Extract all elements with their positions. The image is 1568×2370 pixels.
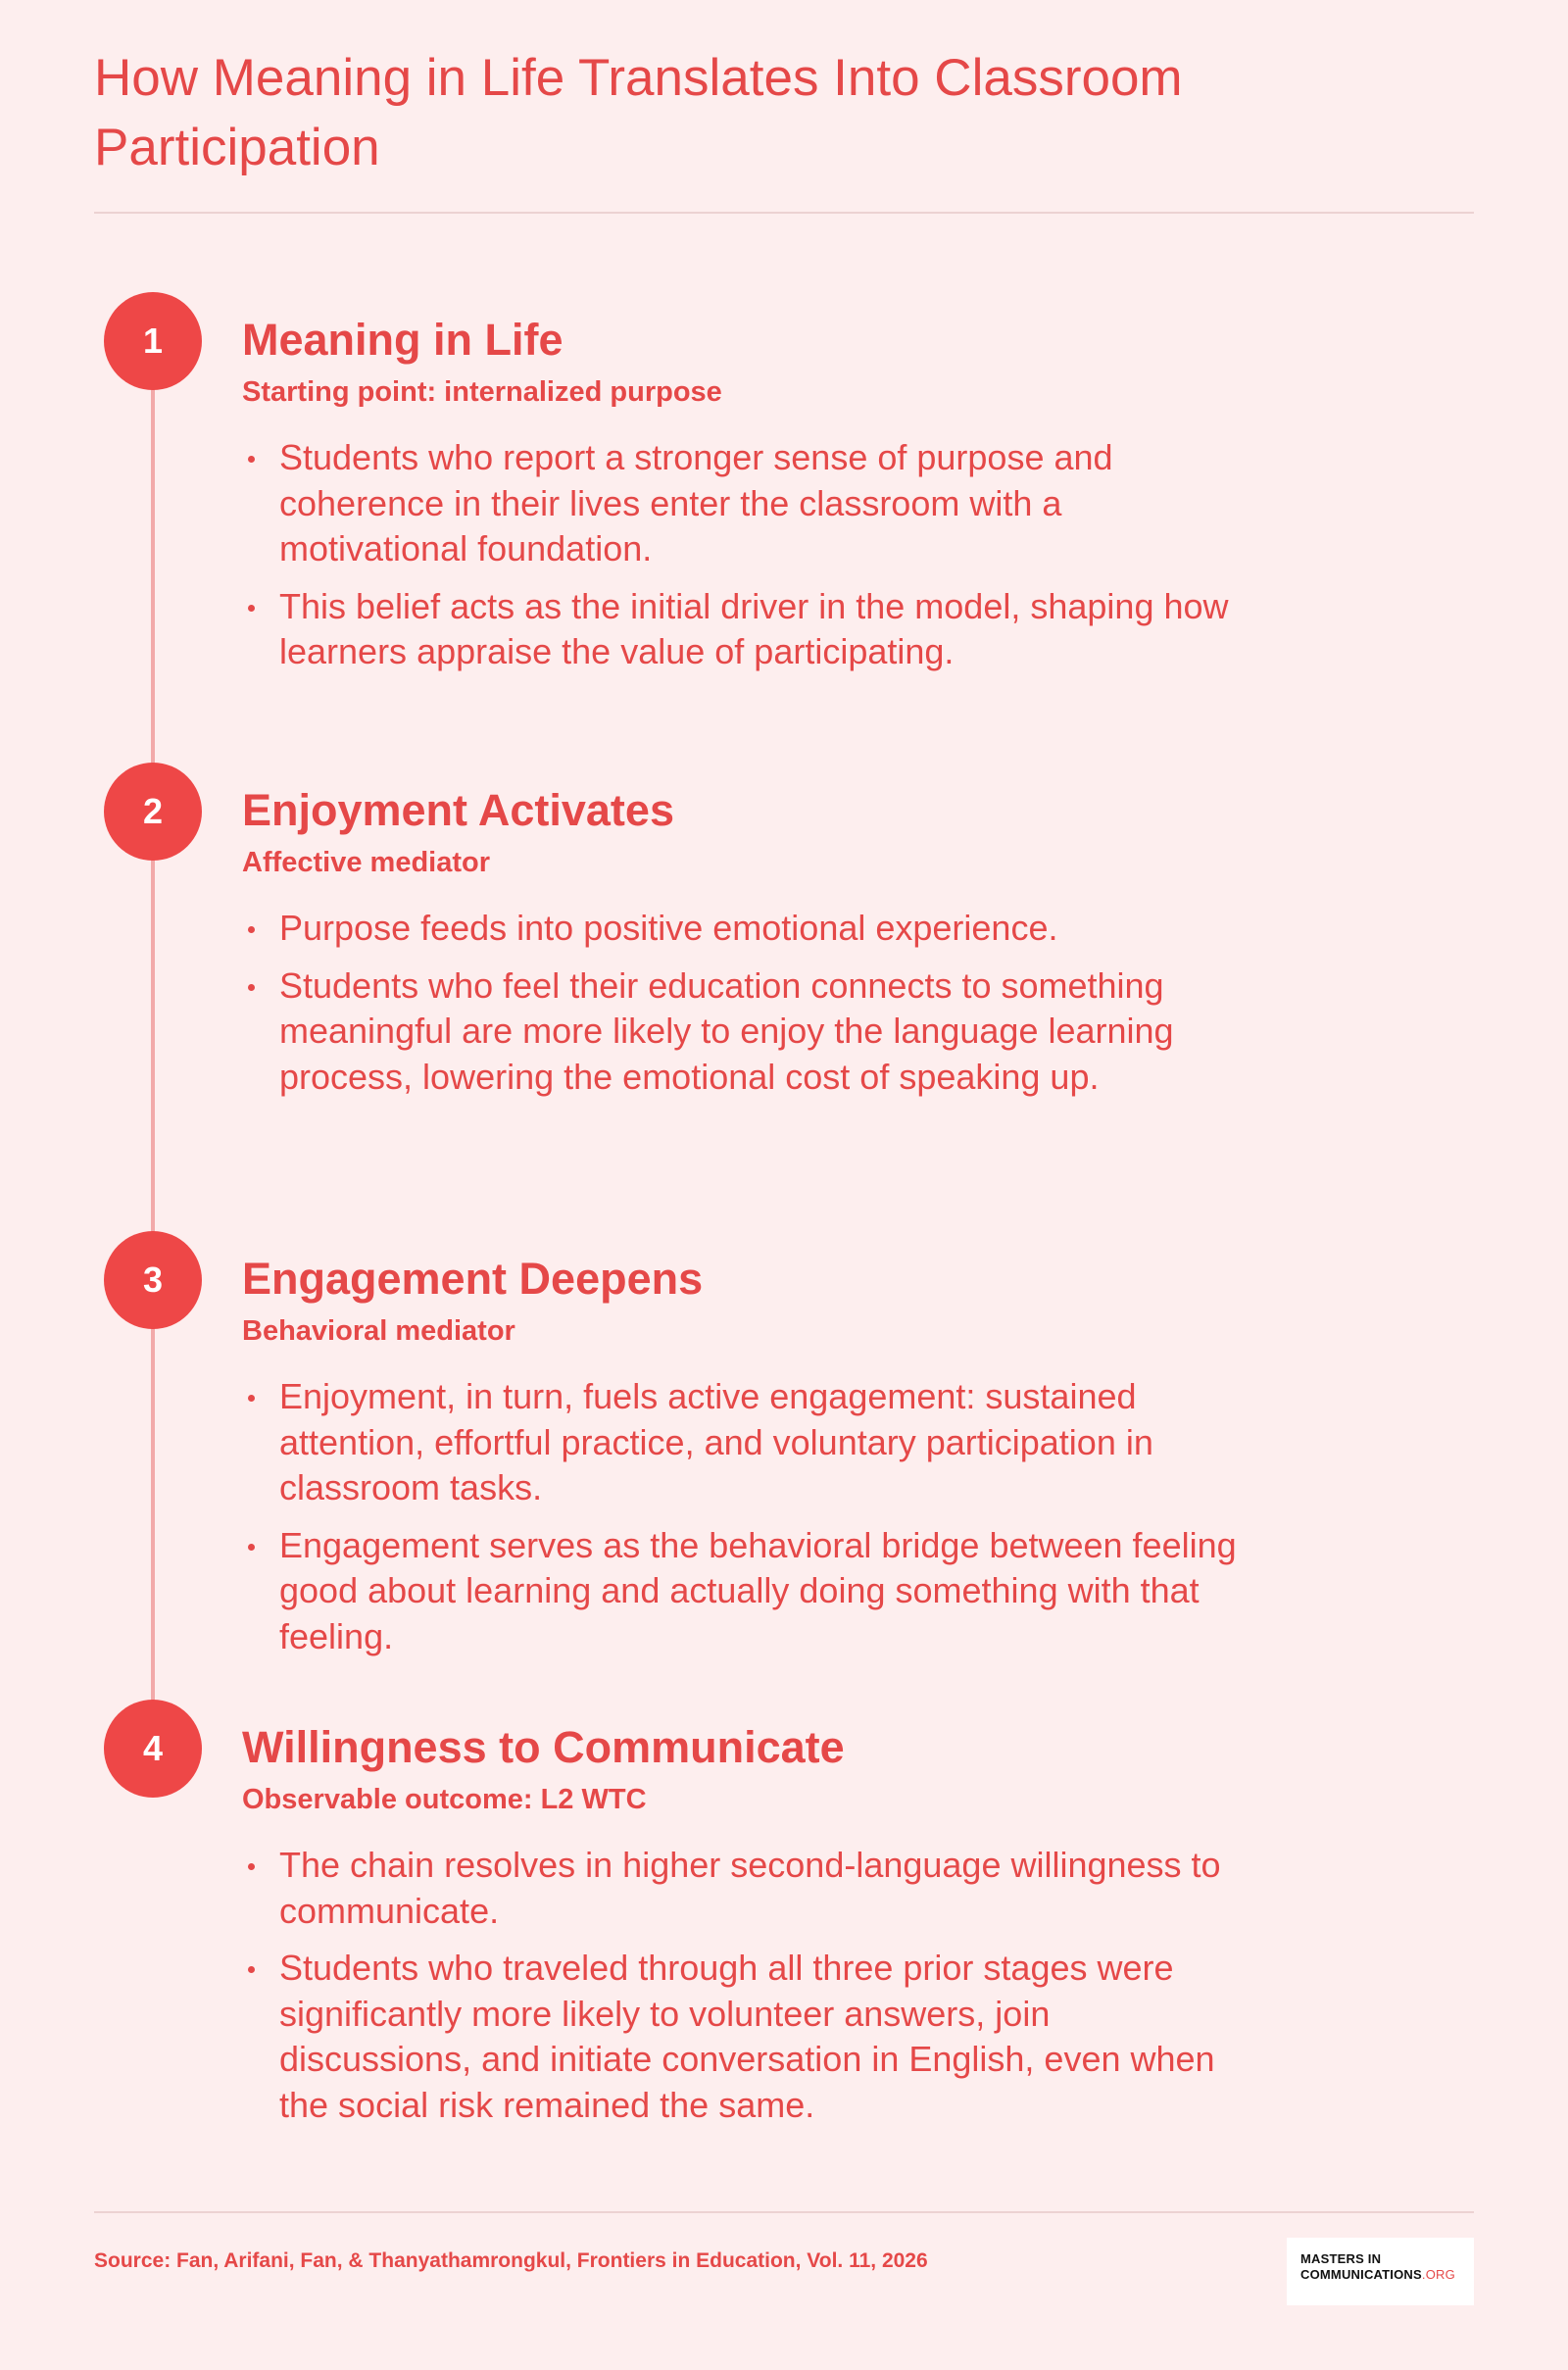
bullet-dot-icon xyxy=(248,1966,255,1973)
bottom-divider xyxy=(94,2211,1474,2213)
bullet-dot-icon xyxy=(248,1544,255,1551)
step-bullet-list xyxy=(242,906,1242,1111)
bullet-dot-icon xyxy=(248,1863,255,1870)
bullet-item xyxy=(242,906,1242,952)
bullet-item xyxy=(242,1946,1242,2128)
step-title: Enjoyment Activates xyxy=(242,785,674,835)
step-number-badge: 2 xyxy=(104,763,202,861)
step-title: Engagement Deepens xyxy=(242,1254,704,1304)
bullet-dot-icon xyxy=(248,926,255,933)
bullet-dot-icon xyxy=(248,984,255,991)
bullet-item xyxy=(242,963,1242,1101)
bullet-text: Enjoyment, in turn, fuels active engagement: sustained attention, effortful practice, and voluntary participation in classroom tasks. xyxy=(279,1376,1153,1507)
step-subtitle: Observable outcome: L2 WTC xyxy=(242,1784,647,1815)
bullet-text: Students who traveled through all three prior stages were significantly more likely to volunteer answers, join discussions, and initiate conversation in English, even when the social risk remained the same. xyxy=(279,1948,1215,2125)
step-number-badge: 4 xyxy=(104,1700,202,1798)
step-subtitle: Behavioral mediator xyxy=(242,1315,515,1347)
bullet-dot-icon xyxy=(248,1395,255,1402)
timeline-connector xyxy=(151,341,155,1753)
bullet-item xyxy=(242,584,1242,675)
bullet-text: This belief acts as the initial driver in the model, shaping how learners appraise the value of participating. xyxy=(279,585,1229,671)
bullet-text: Students who feel their education connects to something meaningful are more likely to enjoy the language learning process, lowering the emotional cost of speaking up. xyxy=(279,964,1174,1097)
logo-wordmark: COMMUNICATIONS xyxy=(1300,2267,1422,2282)
bullet-text: The chain resolves in higher second-language willingness to communicate. xyxy=(279,1845,1221,1931)
bullet-text: Engagement serves as the behavioral bridge between feeling good about learning and actually doing something with that feeling. xyxy=(279,1524,1237,1656)
step-bullet-list xyxy=(242,1374,1242,1671)
step-title: Willingness to Communicate xyxy=(242,1722,845,1772)
bullet-item xyxy=(242,1523,1242,1660)
step-title: Meaning in Life xyxy=(242,315,564,365)
masters-in-communications-logo[interactable] xyxy=(1287,2238,1474,2305)
logo-suffix: .ORG xyxy=(1421,2267,1455,2282)
bullet-dot-icon xyxy=(248,605,255,612)
bullet-text: Students who report a stronger sense of purpose and coherence in their lives enter the classroom with a motivational foundation. xyxy=(279,437,1113,568)
step-number-badge: 1 xyxy=(104,292,202,390)
step-number-badge: 3 xyxy=(104,1231,202,1329)
logo-text-line1: MASTERS IN xyxy=(1300,2251,1382,2266)
top-divider xyxy=(94,212,1474,214)
step-subtitle: Starting point: internalized purpose xyxy=(242,376,722,408)
bullet-dot-icon xyxy=(248,456,255,463)
bullet-item xyxy=(242,1843,1242,1934)
bullet-item xyxy=(242,435,1242,572)
logo-text-line2 xyxy=(1300,2267,1462,2283)
bullet-item xyxy=(242,1374,1242,1511)
step-bullet-list xyxy=(242,435,1242,687)
page-title: How Meaning in Life Translates Into Classroom Participation xyxy=(94,49,1183,176)
step-bullet-list xyxy=(242,1843,1242,2140)
bullet-text: Purpose feeds into positive emotional experience. xyxy=(279,908,1058,948)
source-citation: Source: Fan, Arifani, Fan, & Thanyathamrongkul, Frontiers in Education, Vol. 11, 2026 xyxy=(94,2249,928,2272)
step-subtitle: Affective mediator xyxy=(242,847,491,878)
